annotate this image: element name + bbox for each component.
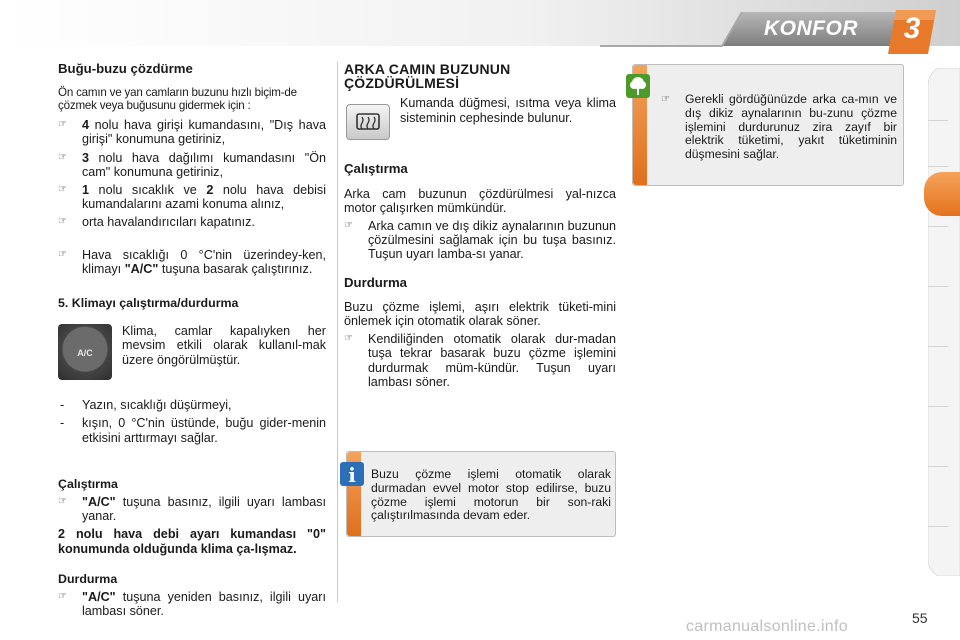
defog-step-3: ☞ 1 nolu sıcaklık ve 2 nolu hava debisi kumandalarını azami konuma alınız, [58,183,326,212]
ac-stop-step: ☞ "A/C" tuşuna yeniden basınız, ilgili uyarı lambası söner. [58,590,326,619]
page-number: 55 [912,610,928,626]
pointer-icon: ☞ [58,151,67,163]
tab-divider [928,166,948,167]
ac-start-step: ☞ Hava sıcaklığı 0 °C'nin üzerindey-ken, klimayı "A/C" tuşuna basarak çalıştırınız. [58,247,326,276]
ac-effect-winter: - kışın, 0 °C'nin üstünde, buğu gider-menin etkisini arttırmayı sağlar. [60,416,326,445]
watermark: carmanualsonline.info [686,618,848,635]
rear-defrost-title-2: ÇÖZDÜRÜLMESİ [344,75,460,92]
pointer-icon: ☞ [661,94,670,105]
ac-description: Klima, camlar kapalıyken her mevsim etkili olarak kullanıl-mak üzere öngörülmüştür. [122,324,326,367]
column-divider [337,62,338,602]
ac-stop-heading: Durdurma [58,571,118,586]
tab-divider [928,286,948,287]
tab-divider [928,406,948,407]
defog-step-1: ☞ 4 nolu hava girişi kumandasını, "Dış hava girişi" konumuna getiriniz, [58,118,326,147]
ac-block [58,324,326,382]
rear-defrost-button-block [344,96,616,148]
rear-defrost-title-1: ARKA CAMIN BUZUNUN [344,61,511,77]
rear-stop-step: ☞ Kendiliğinden otomatik olarak dur-madan tuşa tekrar basarak buzu çözme işlemini durdurmak müm-kündür. Tuşun uyarı lambası söner. [344,332,616,389]
tab-divider [928,346,948,347]
pointer-icon: ☞ [58,216,67,228]
info-box-text: Buzu çözme işlemi otomatik olarak durmadan evvel motor stop edilirse, buzu çözme işlemi motorun bir son-raki çalıştırılmasında devam eder. [371,467,611,523]
ac-heading: 5. Klimayı çalıştırma/durdurma [58,296,239,311]
rear-defrost-button-desc: Kumanda düğmesi, ısıtma veya klima sisteminin cephesinde bulunur. [400,96,616,125]
rear-defrost-icon [347,105,389,139]
rear-run-text: Arka cam buzunun çözdürülmesi yal-nızca motor çalışırken mümkündür. [344,186,616,215]
rear-defrost-button-image [346,104,390,140]
tab-divider [928,120,948,121]
ac-button-image [58,324,112,380]
pointer-icon: ☞ [344,333,353,345]
chapter-title: KONFOR [764,17,858,40]
left-column [58,62,326,618]
ac-run-heading: Çalıştırma [58,476,118,491]
pointer-icon: ☞ [58,248,67,260]
ac-warning: 2 nolu hava debi ayarı kumandası "0" konumunda olduğunda klima ça-lışmaz. [58,527,326,556]
rear-stop-text: Buzu çözme işlemi, aşırı elektrik tüketi-mini önlemek için otomatik olarak söner. [344,299,616,329]
info-box [346,451,616,537]
rear-run-heading: Çalıştırma [344,161,408,177]
defog-section-title: Buğu-buzu çözdürme [58,61,193,76]
pointer-icon: ☞ [58,591,67,603]
ac-effect-summer: - Yazın, sıcaklığı düşürmeyi, [60,398,232,413]
chapter-tabs-rail [928,68,960,576]
pointer-icon: ☞ [58,184,67,196]
defog-step-2: ☞ 3 nolu hava dağılımı kumandasını "Ön cam" konumuna getiriniz, [58,150,326,179]
chapter-tab-active[interactable] [924,172,960,216]
tab-divider [928,466,948,467]
middle-column [344,62,616,389]
rear-run-step: ☞ Arka camın ve dış dikiz aynalarının buzunun çözülmesini sağlamak için bu tuşa basınız. Tuşun uyarı lamba-sı yanar. [344,219,616,262]
eco-box-text: ☞ Gerekli gördüğünüzde arka ca-mın ve dış dikiz aynalarının bu-zunu çözme işlemini durdurunuz zira zayıf bir elektrik tüketimi, yakıt tüketiminin düşmesini sağlar. [661,92,897,162]
tab-divider [928,226,948,227]
pointer-icon: ☞ [344,220,353,232]
rear-stop-heading: Durdurma [344,274,408,290]
tab-divider [928,526,948,527]
eco-tree-icon [626,74,650,98]
info-icon: i [340,462,364,486]
ac-run-step: ☞ "A/C" tuşuna basınız, ilgili uyarı lambası yanar. [58,495,326,524]
pointer-icon: ☞ [58,119,67,131]
eco-box [632,64,904,186]
ac-button-label: A/C [77,348,93,359]
pointer-icon: ☞ [58,496,67,508]
defog-step-4: ☞ orta havalandırıcıları kapatınız. [58,215,255,230]
chapter-number-badge [888,10,936,54]
defog-intro: Ön camın ve yan camların buzunu hızlı biçim-de çözmek veya buğusunu gidermek için : [58,86,297,113]
chapter-number: 3 [903,12,921,45]
